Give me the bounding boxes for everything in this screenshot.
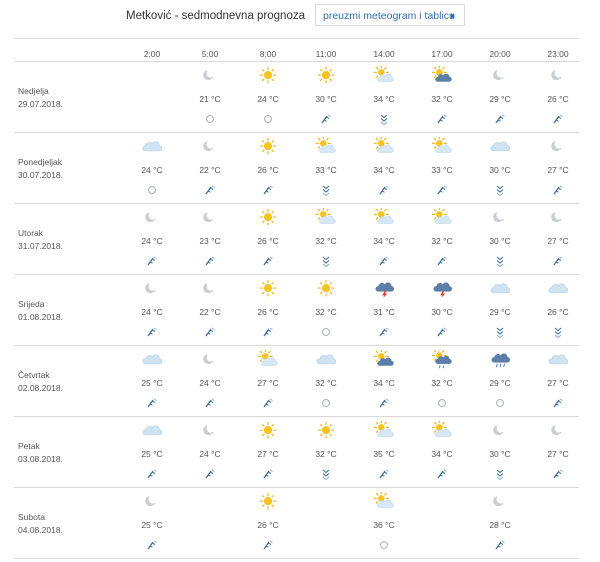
temperature: 31 °C — [373, 307, 395, 317]
moon-icon — [199, 137, 221, 157]
day-name: Četvrtak — [18, 370, 50, 380]
wind-icon — [146, 468, 158, 480]
forecast-cell[interactable] — [182, 416, 238, 487]
temperature: 24 °C — [141, 236, 163, 246]
day-name: Subota — [18, 512, 45, 522]
day-date: 02.08.2018. — [18, 383, 63, 393]
day-date: 03.08.2018. — [18, 454, 63, 464]
temperature: 27 °C — [547, 378, 569, 388]
temperature: 29 °C — [489, 307, 511, 317]
forecast-cell[interactable] — [182, 345, 238, 416]
wind-icon — [436, 113, 448, 125]
forecast-cell[interactable] — [530, 203, 586, 274]
wind-down-icon — [494, 326, 506, 338]
temperature: 27 °C — [547, 236, 569, 246]
wind-icon — [262, 397, 274, 409]
partly-cloudy-icon — [373, 421, 395, 441]
forecast-cell[interactable] — [530, 274, 586, 345]
temperature: 30 °C — [489, 449, 511, 459]
header — [0, 0, 600, 36]
sun-icon — [257, 279, 279, 299]
sun-dark-cloud-icon — [373, 350, 395, 370]
temperature: 30 °C — [489, 165, 511, 175]
temperature: 26 °C — [257, 520, 279, 530]
sun-icon — [257, 492, 279, 512]
calm-icon — [262, 113, 274, 125]
day-row — [14, 487, 579, 559]
forecast-cell[interactable] — [472, 203, 528, 274]
partly-cloudy-icon — [373, 137, 395, 157]
forecast-cell[interactable] — [124, 416, 180, 487]
forecast-cell[interactable] — [414, 416, 470, 487]
moon-icon — [199, 208, 221, 228]
wind-icon — [378, 468, 390, 480]
temperature: 25 °C — [141, 449, 163, 459]
wind-icon — [436, 184, 448, 196]
forecast-cell[interactable] — [472, 416, 528, 487]
forecast-cell[interactable] — [298, 132, 354, 203]
forecast-cell[interactable] — [298, 203, 354, 274]
temperature: 24 °C — [199, 449, 221, 459]
temperature: 26 °C — [257, 165, 279, 175]
forecast-cell[interactable] — [356, 61, 412, 132]
temperature: 33 °C — [315, 165, 337, 175]
wind-icon — [204, 326, 216, 338]
temperature: 26 °C — [257, 307, 279, 317]
wind-icon — [204, 468, 216, 480]
time-header: 2:00 — [143, 49, 161, 59]
wind-icon — [494, 113, 506, 125]
wind-icon — [378, 184, 390, 196]
day-date: 01.08.2018. — [18, 312, 63, 322]
calm-icon — [494, 397, 506, 409]
temperature: 26 °C — [547, 94, 569, 104]
temperature: 32 °C — [431, 94, 453, 104]
temperature: 21 °C — [199, 94, 221, 104]
forecast-cell[interactable] — [298, 61, 354, 132]
wind-down-icon — [494, 468, 506, 480]
time-header: 23:00 — [547, 49, 569, 59]
temperature: 32 °C — [315, 307, 337, 317]
temperature: 22 °C — [199, 307, 221, 317]
forecast-cell[interactable] — [124, 345, 180, 416]
wind-down-icon — [320, 255, 332, 267]
time-header: 14:00 — [373, 49, 395, 59]
temperature: 23 °C — [199, 236, 221, 246]
wind-icon — [262, 539, 274, 551]
partly-cloudy-icon — [315, 137, 337, 157]
rain-cloud-icon — [489, 350, 511, 370]
calm-icon — [378, 539, 390, 551]
forecast-cell[interactable] — [414, 274, 470, 345]
day-row — [14, 61, 579, 133]
wind-down-icon — [378, 113, 390, 125]
temperature: 27 °C — [257, 449, 279, 459]
day-row — [14, 345, 579, 417]
forecast-cell[interactable] — [356, 345, 412, 416]
temperature: 34 °C — [373, 165, 395, 175]
sun-icon — [257, 208, 279, 228]
forecast-cell[interactable] — [356, 274, 412, 345]
forecast-cell[interactable] — [124, 132, 180, 203]
temperature: 34 °C — [373, 378, 395, 388]
calm-icon — [436, 397, 448, 409]
cloud-icon — [489, 279, 511, 299]
temperature: 32 °C — [431, 378, 453, 388]
calm-icon — [320, 397, 332, 409]
wind-down-icon — [320, 468, 332, 480]
wind-down-icon — [552, 326, 564, 338]
moon-icon — [199, 279, 221, 299]
wind-icon — [262, 184, 274, 196]
temperature: 26 °C — [547, 307, 569, 317]
moon-icon — [547, 421, 569, 441]
day-row — [14, 416, 579, 488]
forecast-cell[interactable] — [124, 487, 180, 558]
forecast-cell[interactable] — [182, 203, 238, 274]
page-title: Metković - sedmodnevna prognoza — [126, 10, 305, 22]
forecast-cell[interactable] — [530, 345, 586, 416]
temperature: 28 °C — [489, 520, 511, 530]
forecast-cell[interactable] — [298, 274, 354, 345]
forecast-cell[interactable] — [356, 487, 412, 558]
forecast-cell[interactable] — [530, 132, 586, 203]
temperature: 29 °C — [489, 94, 511, 104]
forecast-cell[interactable] — [182, 61, 238, 132]
forecast-table — [14, 38, 579, 559]
moon-icon — [547, 208, 569, 228]
wind-down-icon — [494, 255, 506, 267]
day-name: Petak — [18, 441, 40, 451]
time-header: 8:00 — [259, 49, 277, 59]
forecast-cell[interactable] — [298, 345, 354, 416]
wind-icon — [378, 255, 390, 267]
wind-icon — [146, 326, 158, 338]
forecast-cell[interactable] — [530, 61, 586, 132]
moon-icon — [199, 66, 221, 86]
wind-icon — [146, 397, 158, 409]
temperature: 24 °C — [257, 94, 279, 104]
time-header-row — [14, 39, 579, 62]
forecast-cell[interactable] — [472, 345, 528, 416]
chevron-right-icon — [451, 13, 455, 19]
temperature: 22 °C — [199, 165, 221, 175]
temperature: 34 °C — [373, 236, 395, 246]
forecast-cell[interactable] — [124, 203, 180, 274]
temperature: 32 °C — [315, 378, 337, 388]
wind-icon — [204, 397, 216, 409]
temperature: 29 °C — [489, 378, 511, 388]
calm-icon — [320, 326, 332, 338]
moon-icon — [141, 208, 163, 228]
moon-icon — [547, 66, 569, 86]
partly-cloudy-icon — [373, 208, 395, 228]
forecast-cell[interactable] — [414, 61, 470, 132]
forecast-cell[interactable] — [414, 203, 470, 274]
meteogram-download-button[interactable] — [315, 4, 465, 26]
forecast-cell[interactable] — [356, 203, 412, 274]
day-name: Srijeda — [18, 299, 45, 309]
temperature: 27 °C — [547, 449, 569, 459]
moon-icon — [489, 421, 511, 441]
temperature: 27 °C — [547, 165, 569, 175]
forecast-cell[interactable] — [240, 61, 296, 132]
forecast-cell[interactable] — [356, 132, 412, 203]
wind-down-icon — [494, 184, 506, 196]
partly-cloudy-icon — [431, 421, 453, 441]
temperature: 30 °C — [315, 94, 337, 104]
wind-icon — [204, 184, 216, 196]
forecast-cell[interactable] — [240, 203, 296, 274]
partly-cloudy-icon — [257, 350, 279, 370]
wind-icon — [552, 468, 564, 480]
sun-icon — [315, 279, 337, 299]
wind-icon — [436, 255, 448, 267]
partly-cloudy-icon — [315, 208, 337, 228]
thunderstorm-icon — [373, 279, 395, 299]
day-name: Nedjelja — [18, 86, 49, 96]
cloud-icon — [141, 137, 163, 157]
temperature: 35 °C — [373, 449, 395, 459]
sun-icon — [257, 66, 279, 86]
sun-rain-cloud-icon — [431, 350, 453, 370]
day-date: 31.07.2018. — [18, 241, 63, 251]
temperature: 30 °C — [489, 236, 511, 246]
temperature: 27 °C — [257, 378, 279, 388]
time-header: 17:00 — [431, 49, 453, 59]
wind-icon — [204, 255, 216, 267]
forecast-cell[interactable] — [356, 416, 412, 487]
forecast-cell[interactable] — [472, 274, 528, 345]
wind-icon — [436, 326, 448, 338]
wind-icon — [552, 397, 564, 409]
moon-icon — [141, 492, 163, 512]
forecast-cell[interactable] — [414, 345, 470, 416]
forecast-cell[interactable] — [298, 416, 354, 487]
moon-icon — [199, 350, 221, 370]
partly-cloudy-icon — [373, 492, 395, 512]
forecast-cell[interactable] — [472, 132, 528, 203]
forecast-cell[interactable] — [530, 416, 586, 487]
moon-icon — [489, 208, 511, 228]
cloud-icon — [489, 137, 511, 157]
day-row — [14, 203, 579, 275]
forecast-cell[interactable] — [182, 132, 238, 203]
day-name: Utorak — [18, 228, 44, 238]
cloud-icon — [547, 350, 569, 370]
forecast-cell[interactable] — [124, 274, 180, 345]
day-date: 29.07.2018. — [18, 99, 63, 109]
temperature: 24 °C — [141, 307, 163, 317]
temperature: 24 °C — [141, 165, 163, 175]
forecast-cell[interactable] — [240, 345, 296, 416]
sun-icon — [315, 421, 337, 441]
temperature: 25 °C — [141, 378, 163, 388]
day-row — [14, 274, 579, 346]
temperature: 32 °C — [315, 449, 337, 459]
moon-icon — [489, 66, 511, 86]
partly-cloudy-icon — [431, 208, 453, 228]
moon-icon — [199, 421, 221, 441]
forecast-cell[interactable] — [472, 61, 528, 132]
meteogram-download-label: preuzmi meteogram i tablicu — [323, 10, 455, 22]
partly-cloudy-icon — [373, 66, 395, 86]
temperature: 34 °C — [373, 94, 395, 104]
calm-icon — [204, 113, 216, 125]
sun-icon — [315, 66, 337, 86]
temperature: 32 °C — [315, 236, 337, 246]
partly-cloudy-icon — [431, 137, 453, 157]
wind-icon — [146, 539, 158, 551]
forecast-cell[interactable] — [472, 487, 528, 558]
thunderstorm-icon — [431, 279, 453, 299]
wind-icon — [552, 255, 564, 267]
cloud-icon — [315, 350, 337, 370]
wind-icon — [262, 326, 274, 338]
moon-icon — [141, 279, 163, 299]
forecast-cell[interactable] — [240, 487, 296, 558]
cloud-icon — [547, 279, 569, 299]
forecast-cell[interactable] — [240, 274, 296, 345]
moon-icon — [547, 137, 569, 157]
forecast-cell[interactable] — [414, 132, 470, 203]
calm-icon — [146, 184, 158, 196]
temperature: 32 °C — [431, 236, 453, 246]
temperature: 25 °C — [141, 520, 163, 530]
cloud-icon — [141, 421, 163, 441]
sun-icon — [257, 421, 279, 441]
time-header: 20:00 — [489, 49, 511, 59]
wind-icon — [146, 255, 158, 267]
temperature: 24 °C — [199, 378, 221, 388]
wind-icon — [552, 184, 564, 196]
cloud-icon — [141, 350, 163, 370]
temperature: 26 °C — [257, 236, 279, 246]
wind-icon — [262, 468, 274, 480]
day-row — [14, 132, 579, 204]
wind-icon — [320, 113, 332, 125]
temperature: 34 °C — [431, 449, 453, 459]
moon-icon — [489, 492, 511, 512]
temperature: 33 °C — [431, 165, 453, 175]
time-header: 11:00 — [315, 49, 337, 59]
temperature: 36 °C — [373, 520, 395, 530]
day-name: Ponedjeljak — [18, 157, 62, 167]
wind-icon — [552, 113, 564, 125]
wind-icon — [378, 397, 390, 409]
forecast-cell[interactable] — [240, 132, 296, 203]
sun-dark-cloud-icon — [431, 66, 453, 86]
time-header: 5:00 — [201, 49, 219, 59]
wind-icon — [494, 539, 506, 551]
wind-icon — [436, 468, 448, 480]
wind-down-icon — [320, 184, 332, 196]
forecast-cell[interactable] — [240, 416, 296, 487]
wind-icon — [262, 255, 274, 267]
day-date: 04.08.2018. — [18, 525, 63, 535]
wind-icon — [378, 326, 390, 338]
day-date: 30.07.2018. — [18, 170, 63, 180]
forecast-cell[interactable] — [182, 274, 238, 345]
sun-icon — [257, 137, 279, 157]
temperature: 30 °C — [431, 307, 453, 317]
